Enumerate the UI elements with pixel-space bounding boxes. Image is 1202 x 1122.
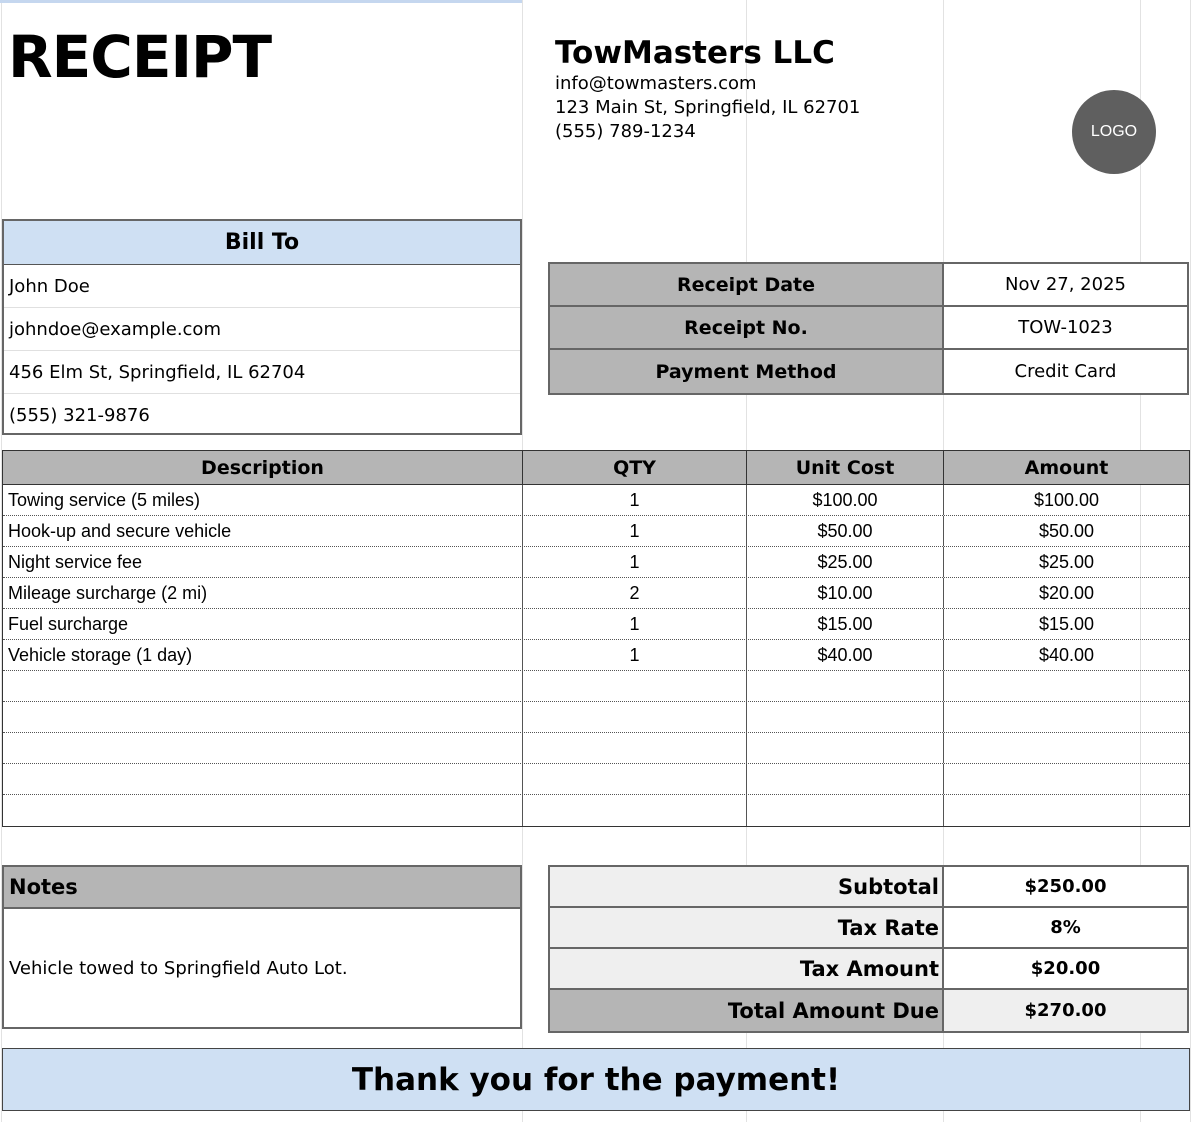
item-qty[interactable]: 1 <box>523 609 747 639</box>
item-amount[interactable] <box>944 671 1189 701</box>
table-row-empty <box>3 764 1189 795</box>
item-description[interactable]: Night service fee <box>3 547 523 577</box>
item-amount[interactable]: $100.00 <box>1033 489 1100 510</box>
bill-to-name[interactable]: John Doe <box>4 265 520 308</box>
item-qty[interactable] <box>523 764 747 794</box>
total-due-label: Total Amount Due <box>550 990 944 1031</box>
tax-amount-row <box>550 949 1187 990</box>
bill-to-box <box>2 219 522 435</box>
subtotal-row <box>550 867 1187 908</box>
bill-to-address[interactable]: 456 Elm St, Springfield, IL 62704 <box>4 351 520 394</box>
item-amount[interactable] <box>944 733 1189 763</box>
item-unit-cost[interactable]: $40.00 <box>747 640 944 670</box>
item-unit-cost[interactable] <box>747 702 944 732</box>
item-unit-cost[interactable] <box>747 795 944 826</box>
table-row-empty <box>3 702 1189 733</box>
item-description[interactable] <box>3 795 523 826</box>
item-unit-cost[interactable]: $10.00 <box>747 578 944 608</box>
grid-line <box>1190 0 1191 1122</box>
item-qty[interactable]: 1 <box>523 516 747 546</box>
item-amount[interactable]: $20.00 <box>1038 582 1095 603</box>
items-header-row <box>3 451 1189 485</box>
item-qty[interactable] <box>523 733 747 763</box>
bill-to-email[interactable]: johndoe@example.com <box>4 308 520 351</box>
company-name: TowMasters LLC <box>555 35 835 71</box>
item-qty[interactable]: 1 <box>523 547 747 577</box>
tax-amount-value[interactable]: $20.00 <box>944 949 1187 988</box>
item-unit-cost[interactable]: $100.00 <box>747 485 944 515</box>
table-row-empty <box>3 795 1189 826</box>
notes-box <box>2 865 522 1029</box>
item-qty[interactable] <box>523 702 747 732</box>
table-row <box>3 485 1189 516</box>
thank-you-banner: Thank you for the payment! <box>2 1048 1190 1111</box>
company-logo: LOGO <box>1072 90 1156 174</box>
item-amount[interactable] <box>944 795 1189 826</box>
table-row-empty <box>3 671 1189 702</box>
item-description[interactable]: Hook-up and secure vehicle <box>3 516 523 546</box>
item-qty[interactable]: 1 <box>523 640 747 670</box>
header-unit-cost: Unit Cost <box>747 451 944 484</box>
item-description[interactable]: Vehicle storage (1 day) <box>3 640 523 670</box>
item-description[interactable] <box>3 702 523 732</box>
total-due-row <box>550 990 1187 1031</box>
item-unit-cost[interactable]: $25.00 <box>747 547 944 577</box>
table-row <box>3 578 1189 609</box>
item-amount[interactable]: $25.00 <box>1038 551 1095 572</box>
line-items-table <box>2 450 1190 827</box>
item-unit-cost[interactable] <box>747 764 944 794</box>
subtotal-value[interactable]: $250.00 <box>944 867 1187 906</box>
bill-to-phone[interactable]: (555) 321-9876 <box>9 405 150 426</box>
item-amount[interactable] <box>944 764 1189 794</box>
item-amount[interactable]: $40.00 <box>1038 644 1095 665</box>
table-row <box>3 640 1189 671</box>
receipt-date-value[interactable]: Nov 27, 2025 <box>944 264 1187 305</box>
item-qty[interactable] <box>523 795 747 826</box>
total-due-value[interactable]: $270.00 <box>944 990 1187 1031</box>
company-email: info@towmasters.com <box>555 73 757 94</box>
meta-row-number <box>550 307 1187 350</box>
receipt-meta-table <box>548 262 1189 395</box>
table-row <box>3 609 1189 640</box>
item-description[interactable]: Towing service (5 miles) <box>3 485 523 515</box>
item-unit-cost[interactable]: $15.00 <box>747 609 944 639</box>
meta-label: Receipt No. <box>550 307 944 348</box>
table-row <box>3 547 1189 578</box>
item-description[interactable] <box>3 733 523 763</box>
tax-amount-label: Tax Amount <box>550 949 944 988</box>
item-amount[interactable]: $50.00 <box>1038 520 1095 541</box>
bill-to-heading: Bill To <box>4 221 520 265</box>
notes-heading: Notes <box>4 867 520 909</box>
item-description[interactable]: Fuel surcharge <box>3 609 523 639</box>
meta-label: Receipt Date <box>550 264 944 305</box>
meta-row-date <box>550 264 1187 307</box>
item-qty[interactable] <box>523 671 747 701</box>
selected-cell-edge <box>0 0 522 3</box>
item-amount[interactable] <box>944 702 1189 732</box>
item-description[interactable] <box>3 671 523 701</box>
company-address: 123 Main St, Springfield, IL 62701 <box>555 97 861 118</box>
item-unit-cost[interactable] <box>747 733 944 763</box>
receipt-number-value[interactable]: TOW-1023 <box>944 307 1187 348</box>
meta-label: Payment Method <box>550 350 944 393</box>
item-description[interactable] <box>3 764 523 794</box>
totals-table <box>548 865 1189 1033</box>
table-row <box>3 516 1189 547</box>
item-description[interactable]: Mileage surcharge (2 mi) <box>3 578 523 608</box>
receipt-title: RECEIPT <box>8 23 272 91</box>
tax-rate-row <box>550 908 1187 949</box>
subtotal-label: Subtotal <box>550 867 944 906</box>
company-phone: (555) 789-1234 <box>555 121 696 142</box>
tax-rate-value[interactable]: 8% <box>944 908 1187 947</box>
notes-text[interactable]: Vehicle towed to Springfield Auto Lot. <box>9 957 348 979</box>
header-qty: QTY <box>523 451 747 484</box>
item-unit-cost[interactable]: $50.00 <box>747 516 944 546</box>
header-description: Description <box>3 451 523 484</box>
payment-method-value[interactable]: Credit Card <box>944 350 1187 393</box>
item-qty[interactable]: 2 <box>523 578 747 608</box>
table-row-empty <box>3 733 1189 764</box>
item-unit-cost[interactable] <box>747 671 944 701</box>
header-amount: Amount <box>1024 456 1109 479</box>
meta-row-payment <box>550 350 1187 393</box>
item-amount[interactable]: $15.00 <box>1038 613 1095 634</box>
tax-rate-label: Tax Rate <box>550 908 944 947</box>
item-qty[interactable]: 1 <box>523 485 747 515</box>
